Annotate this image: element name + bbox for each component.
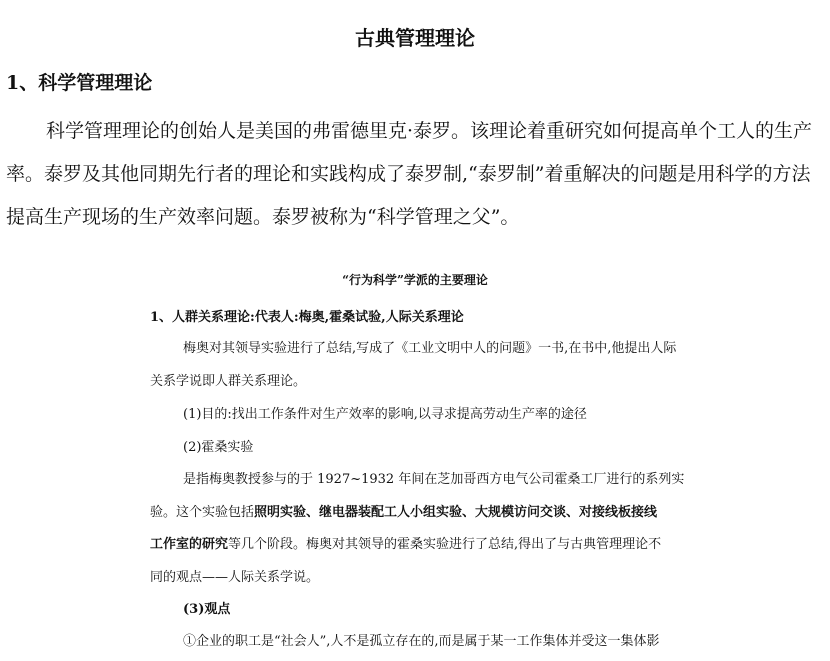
embedded-line: 是指梅奥教授参与的于 1927~1932 年间在芝加哥西方电气公司霍桑工厂进行的系列实 [183,472,685,487]
embedded-line: (1)目的:找出工作条件对生产效率的影响,以寻求提高劳动生产率的途径 [183,407,587,422]
embedded-title: “行为科学”学派的主要理论 [342,273,488,287]
embedded-heading: 1、人群关系理论:代表人:梅奥,霍桑试验,人际关系理论 [150,310,464,325]
bold-text: 照明实验、继电器装配工人小组实验、大规模访问交谈、对接线板接线 [254,505,658,520]
embedded-subheading: (3)观点 [183,602,231,617]
embedded-line: 梅奥对其领导实验进行了总结,写成了《工业文明中人的问题》一书,在书中,他提出人际 [183,341,677,356]
section-heading: 1、科学管理理论 [6,72,153,94]
line-text: 验。这个实验包括 [150,505,255,520]
bold-text: 工作室的研究 [150,537,229,552]
embedded-line: ①企业的职工是“社会人”,人不是孤立存在的,而是属于某一工作集体并受这一集体影 [183,634,660,649]
embedded-line: (2)霍桑实验 [183,440,254,455]
page-title: 古典管理理论 [355,26,475,50]
paragraph-text: 科学管理理论的创始人是美国的弗雷德里克·泰罗。该理论着重研究如何提高单个工人的生产率。泰罗及其他同期先行者的理论和实践构成了泰罗制,“泰罗制”着重解决的问题是用科学的方法提高生产现场的生产效率问题。泰罗被称为“科学管理之父”。 [6,120,813,228]
embedded-line [150,501,657,520]
line-text: 等几个阶段。梅奥对其领导的霍桑实验进行了总结,得出了与古典管理理论不 [228,537,662,552]
embedded-line: 同的观点——人际关系学说。 [150,570,320,585]
embedded-line [150,533,661,552]
section-paragraph [6,110,826,239]
embedded-line: 关系学说即人群关系理论。 [150,374,307,389]
